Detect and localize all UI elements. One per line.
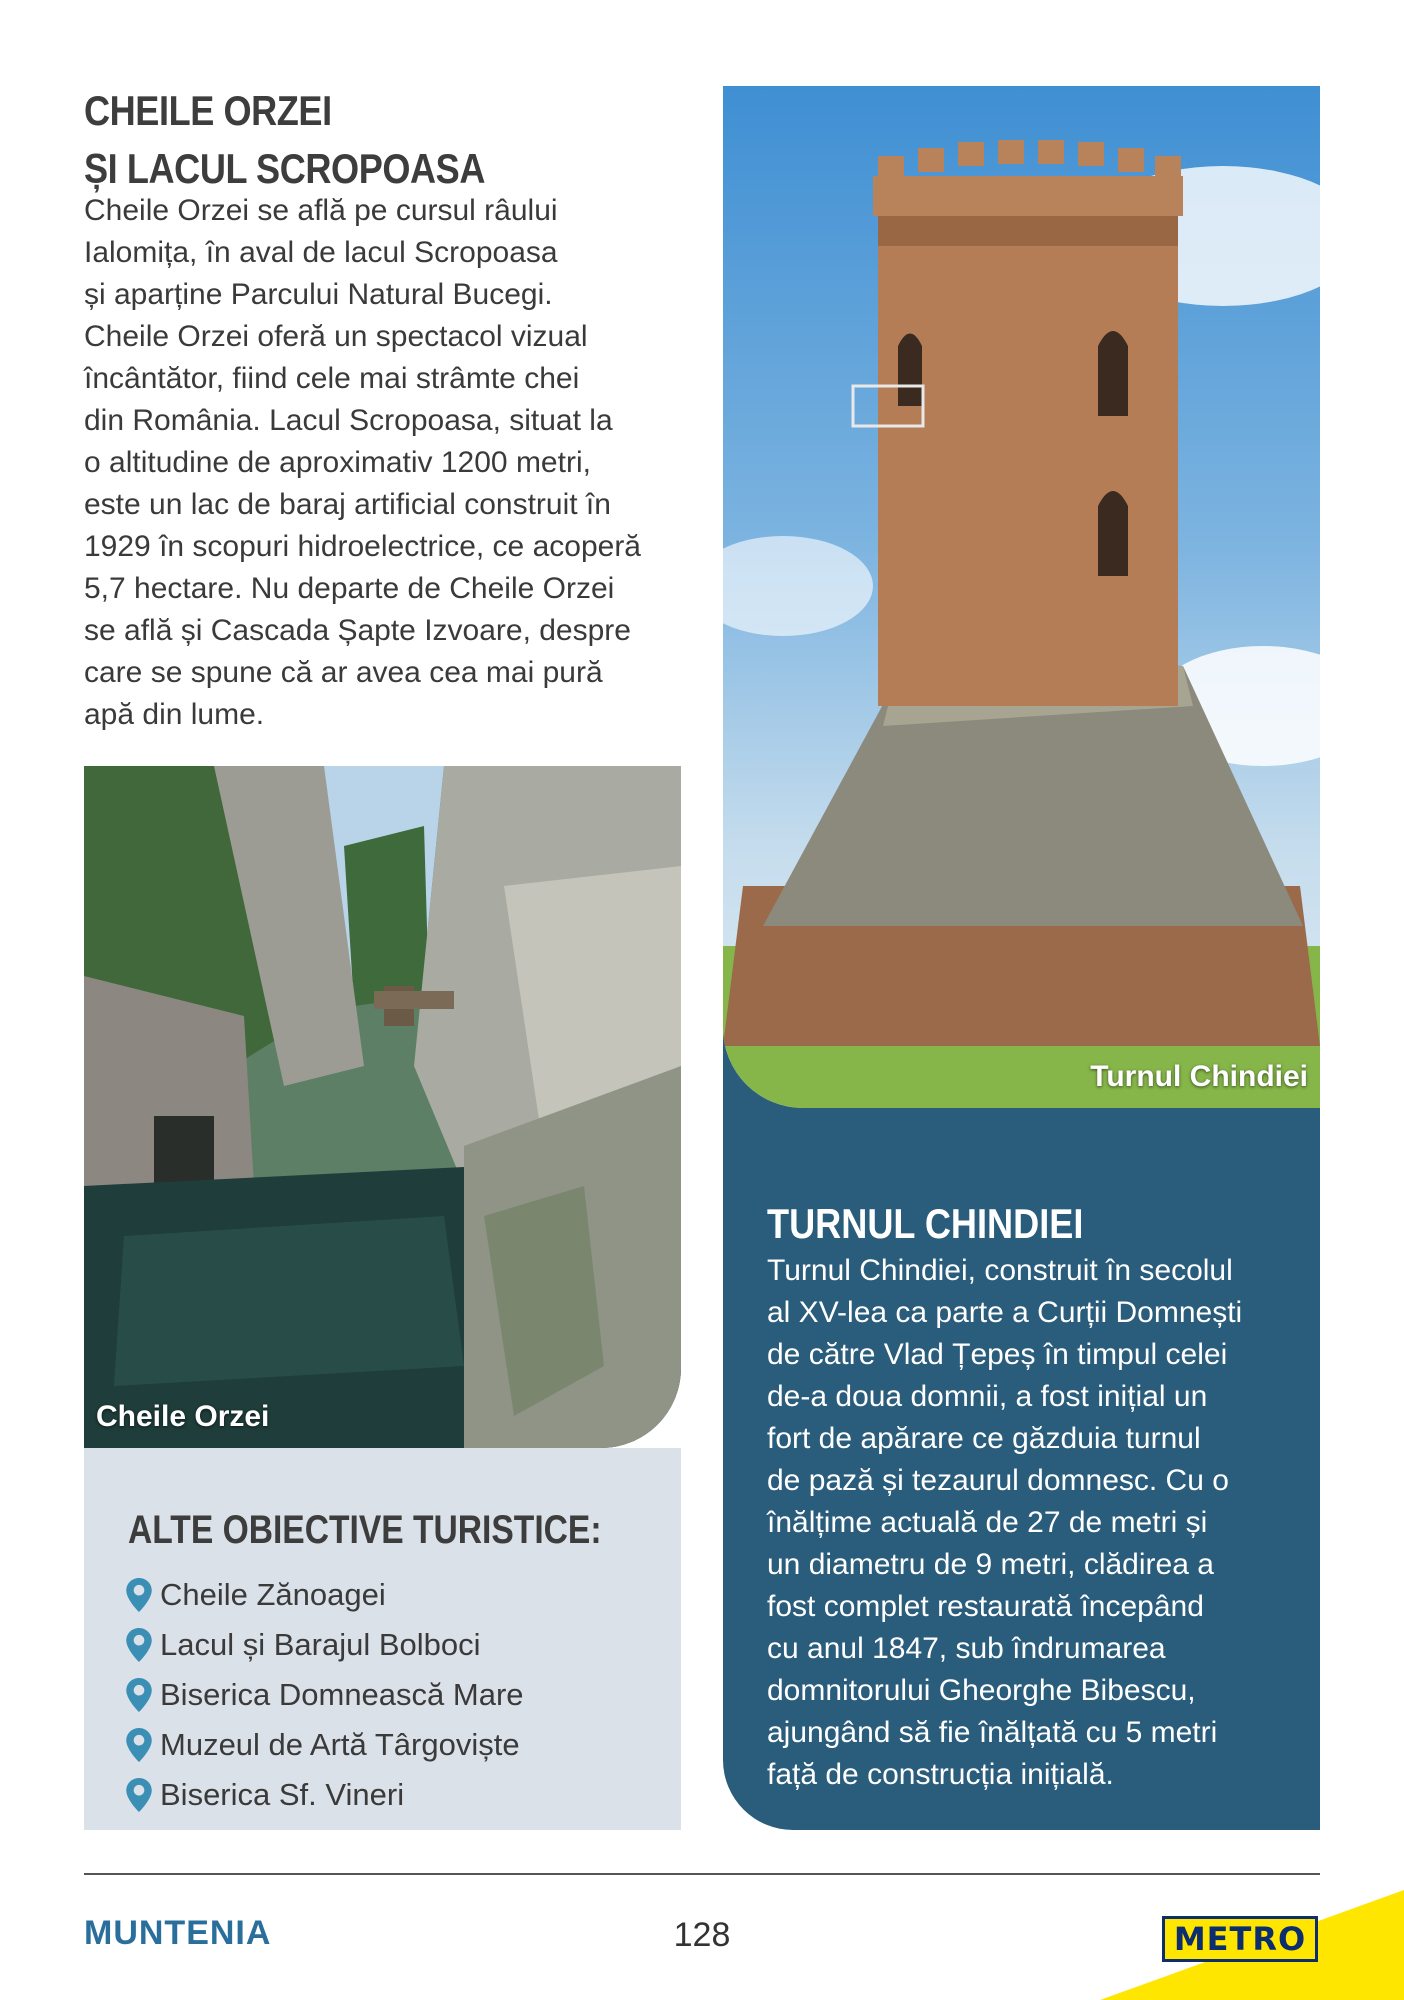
location-pin-icon — [126, 1728, 152, 1762]
photo-cheile-orzei — [84, 766, 681, 1448]
body-line: este un lac de baraj artificial construit în — [84, 488, 611, 521]
list-item-label: Muzeul de Artă Târgoviște — [160, 1727, 520, 1762]
location-pin-icon — [126, 1628, 152, 1662]
list-item — [126, 1670, 524, 1720]
list-item-label: Lacul și Barajul Bolboci — [160, 1627, 481, 1662]
body-line: fost complet restaurată începând — [767, 1590, 1204, 1623]
title-line-2: ȘI LACUL SCROPOASA — [84, 145, 486, 192]
body-line: care se spune că ar avea cea mai pură — [84, 656, 603, 689]
body-line: al XV-lea ca parte a Curții Domnești — [767, 1296, 1243, 1329]
body-line: se află și Cascada Șapte Izvoare, despre — [84, 614, 631, 647]
body-line: 5,7 hectare. Nu departe de Cheile Orzei — [84, 572, 615, 605]
list-item-label: Biserica Domnească Mare — [160, 1677, 524, 1712]
metro-logo — [1162, 1916, 1318, 1962]
list-item — [126, 1770, 524, 1820]
body-line: de-a doua domnii, a fost inițial un — [767, 1380, 1208, 1413]
body-line: Turnul Chindiei, construit în secolul — [767, 1254, 1233, 1287]
photo-turnul-chindiei — [723, 86, 1320, 1108]
body-line: de pază și tezaurul domnesc. Cu o — [767, 1464, 1229, 1497]
photo-caption-turnul-chindiei: Turnul Chindiei — [1090, 1060, 1308, 1093]
page-number: 128 — [673, 1916, 731, 1954]
location-pin-icon — [126, 1778, 152, 1812]
other-attractions-title: ALTE OBIECTIVE TURISTICE: — [128, 1508, 602, 1552]
body-line: și aparține Parcului Natural Bucegi. — [84, 278, 553, 311]
article-title-cheile-orzei — [84, 82, 600, 198]
footer-region-label: MUNTENIA — [84, 1914, 272, 1952]
body-line: o altitudine de aproximativ 1200 metri, — [84, 446, 591, 479]
body-line: 1929 în scopuri hidroelectrice, ce acoperă — [84, 530, 641, 563]
location-pin-icon — [126, 1678, 152, 1712]
article-body-cheile-orzei — [84, 190, 684, 736]
list-item-label: Cheile Zănoagei — [160, 1577, 386, 1612]
list-item — [126, 1620, 524, 1670]
body-line: de către Vlad Țepeș în timpul celei — [767, 1338, 1228, 1371]
body-line: un diametru de 9 metri, clădirea a — [767, 1548, 1214, 1581]
other-attractions-list — [126, 1570, 524, 1820]
article-title-turnul-chindiei: TURNUL CHINDIEI — [767, 1200, 1084, 1247]
body-line: fort de apărare ce găzduia turnul — [767, 1422, 1201, 1455]
photo-caption-cheile-orzei: Cheile Orzei — [96, 1400, 270, 1433]
body-line: apă din lume. — [84, 698, 265, 731]
body-line: Ialomița, în aval de lacul Scropoasa — [84, 236, 558, 269]
list-item-label: Biserica Sf. Vineri — [160, 1777, 405, 1812]
body-line: din România. Lacul Scropoasa, situat la — [84, 404, 613, 437]
body-line: Cheile Orzei oferă un spectacol vizual — [84, 320, 588, 353]
body-line: Cheile Orzei se află pe cursul râului — [84, 194, 558, 227]
location-pin-icon — [126, 1578, 152, 1612]
body-line: cu anul 1847, sub îndrumarea — [767, 1632, 1166, 1665]
footer-divider — [84, 1873, 1320, 1875]
tower-illustration — [723, 86, 1320, 1108]
list-item — [126, 1570, 524, 1620]
body-line: ajungând să fie înălțată cu 5 metri — [767, 1716, 1218, 1749]
title-line-1: CHEILE ORZEI — [84, 87, 332, 134]
body-line: domnitorului Gheorghe Bibescu, — [767, 1674, 1196, 1707]
list-item — [126, 1720, 524, 1770]
body-line: încântător, fiind cele mai strâmte chei — [84, 362, 580, 395]
gorge-illustration — [84, 766, 681, 1448]
article-body-turnul-chindiei — [767, 1250, 1307, 1796]
body-line: față de construcția inițială. — [767, 1758, 1114, 1791]
other-attractions-box — [84, 1448, 681, 1830]
metro-logo-text: METRO — [1173, 1920, 1307, 1958]
turnul-chindiei-box — [723, 1108, 1320, 1830]
body-line: înălțime actuală de 27 de metri și — [767, 1506, 1208, 1539]
